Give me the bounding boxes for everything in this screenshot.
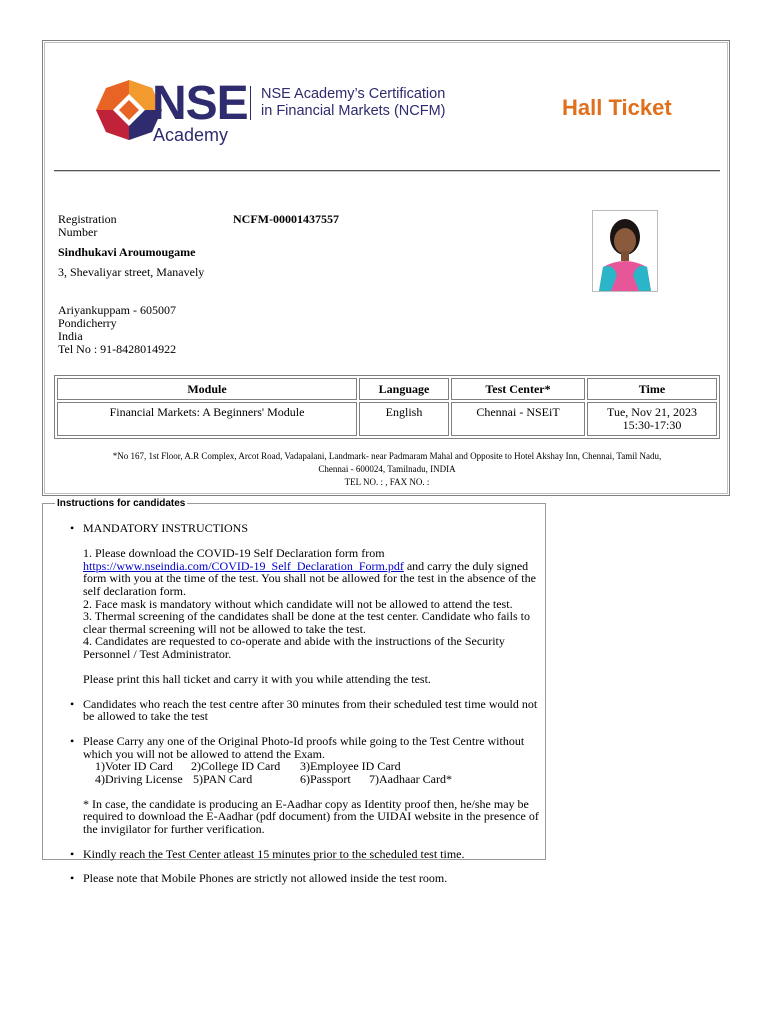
registration-label: Registration Number <box>58 212 117 239</box>
brand-academy: Academy <box>153 125 229 145</box>
late-arrival-rule: Candidates who reach the test centre after 30 minutes from their scheduled test time would not be allowed to take the test <box>83 696 538 724</box>
id-proof-intro: Please Carry any one of the Original Photo-Id proofs while going to the Test Centre without which you will not be allowed to attend the Exam. <box>83 733 525 761</box>
list-item <box>62 735 540 836</box>
address-state: Pondicherry <box>58 316 117 330</box>
list-item <box>62 522 540 686</box>
col-module-header: Module <box>57 378 357 400</box>
bullet-icon: • <box>70 696 75 711</box>
list-item <box>62 698 540 723</box>
exam-schedule-table <box>54 375 720 439</box>
e-aadhar-note: * In case, the candidate is producing an E-Aadhar copy as Identity proof then, he/she may be required to download the E-Aadhar (pdf document) from the UIDAI website in the presence of the invigilator for further verification. <box>83 796 539 837</box>
covid-form-link[interactable]: https://www.nseindia.com/COVID-19_Self_Declaration_Form.pdf <box>83 558 404 573</box>
print-note: Please print this hall ticket and carry it with you while attending the test. <box>83 672 431 687</box>
candidate-name: Sindhukavi Aroumougame <box>58 245 196 259</box>
col-test-center-header: Test Center* <box>451 378 585 400</box>
id-option: 6)Passport <box>300 771 351 786</box>
col-time-header: Time <box>587 378 717 400</box>
id-option: 4)Driving License <box>95 771 183 786</box>
exam-date: Tue, Nov 21, 2023 <box>607 405 697 419</box>
mobile-phone-rule: Please note that Mobile Phones are strictly not allowed inside the test room. <box>83 871 448 886</box>
id-option: 5)PAN Card <box>193 771 253 786</box>
module-cell: Financial Markets: A Beginners' Module <box>57 402 357 436</box>
exam-time: 15:30-17:30 <box>622 418 682 432</box>
mandatory-title: MANDATORY INSTRUCTIONS <box>83 521 249 535</box>
col-language-header: Language <box>359 378 449 400</box>
instructions-list <box>62 522 540 897</box>
mandatory-item-4: 4. Candidates are requested to co-operate and abide with the instructions of the Security Personnel / Test Administrator. <box>83 634 505 661</box>
address-country: India <box>58 329 83 343</box>
bullet-icon: • <box>70 846 75 861</box>
bullet-icon: • <box>70 871 75 886</box>
id-option: 3)Employee ID Card <box>300 759 401 774</box>
bullet-icon: • <box>70 733 75 748</box>
candidate-phone: Tel No : 91-8428014922 <box>58 342 177 356</box>
id-option: 2)College ID Card <box>191 759 281 774</box>
reach-early-rule: Kindly reach the Test Center atleast 15 minutes prior to the scheduled test time. <box>83 846 465 861</box>
table-row <box>57 402 717 436</box>
registration-number: NCFM-00001437557 <box>233 212 339 226</box>
brand-nse: NSE <box>152 77 248 130</box>
id-option: 1)Voter ID Card <box>95 759 173 774</box>
address-block <box>58 304 176 356</box>
header-divider <box>54 170 720 172</box>
mandatory-item-3: 3. Thermal screening of the candidates shall be done at the test center. Candidate who fails to clear thermal screening will not be allowed to take the test. <box>83 609 530 636</box>
language-cell: English <box>359 402 449 436</box>
brand-divider <box>250 86 251 120</box>
table-header-row <box>57 378 717 400</box>
test-center-cell: Chennai - NSEiT <box>451 402 585 436</box>
mandatory-item-1: 1. Please download the COVID-19 Self Declaration form from https://www.nseindia.com/COVID-19_Self_Declaration_Form.pdf and carry the duly signed form with you at the time of the test. You shall not be allowed for the test in the absence of the self declaration form. <box>83 546 536 598</box>
test-center-address: *No 167, 1st Floor, A.R Complex, Arcot Road, Vadapalani, Landmark- near Padmaram Mahal and Opposite to Hotel Akshay Inn, Chennai, Tamil Nadu, Chennai - 600024, Tamilnadu, INDIA TEL NO. : , FAX NO. : <box>112 451 662 487</box>
address-city: Ariyankuppam - 605007 <box>58 303 176 317</box>
candidate-photo <box>592 210 658 292</box>
address-line: 3, Shevaliyar street, Manavely <box>58 265 205 279</box>
bullet-icon: • <box>70 521 75 535</box>
time-cell <box>587 402 717 436</box>
mandatory-item-2: 2. Face mask is mandatory without which candidate will not be allowed to attend the test. <box>83 596 513 611</box>
id-proof-options <box>95 760 540 785</box>
list-item <box>62 872 540 885</box>
document-title: Hall Ticket <box>562 95 672 120</box>
list-item <box>62 848 540 861</box>
instructions-legend: Instructions for candidates <box>57 498 186 509</box>
id-option: 7)Aadhaar Card* <box>369 771 452 786</box>
certification-name: NSE Academy’s Certification in Financial Markets (NCFM) <box>261 86 446 119</box>
